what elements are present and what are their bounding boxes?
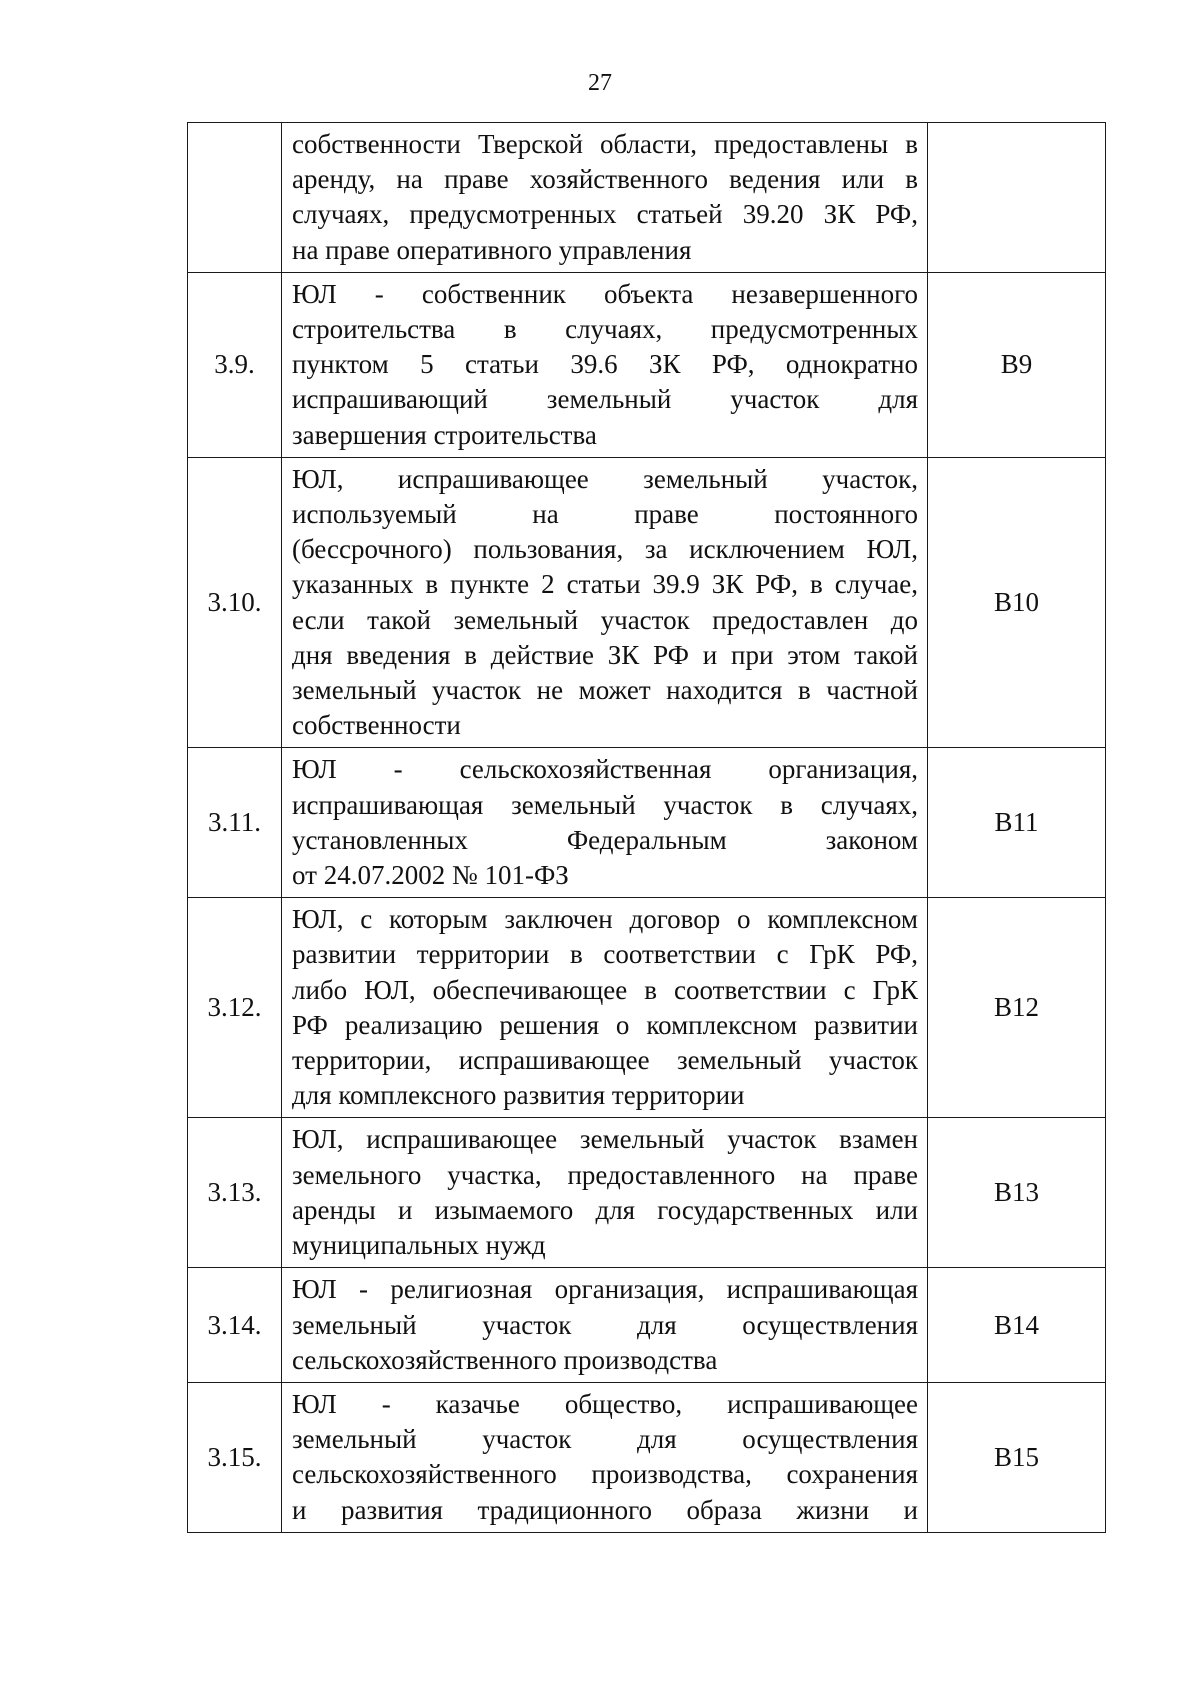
row-code-cell: В12 [928,898,1106,1118]
row-description-cell [282,1382,928,1532]
description-line: муниципальных нужд [292,1230,546,1261]
row-number-cell [188,123,282,273]
row-description-cell [282,1118,928,1268]
description-line: для комплексного развития территории [292,1080,745,1111]
description-line: территории, испрашивающее земельный участок [292,1045,918,1076]
description-line: РФ реализацию решения о комплексном развитии [292,1009,918,1040]
description-line: дня введения в действие ЗК РФ и при этом такой [292,639,918,670]
row-number-cell: 3.9. [188,272,282,457]
row-code-cell [928,123,1106,273]
description-line: используемый на праве постоянного [292,499,918,530]
description-line: ЮЛ, испрашивающее земельный участок, [292,463,918,494]
description-line: и развития традиционного образа жизни и [292,1494,918,1525]
description-line: земельный участок не может находится в частной [292,675,918,706]
description-line: строительства в случаях, предусмотренных [292,314,918,345]
table-row [188,1118,1106,1268]
row-number-cell: 3.12. [188,898,282,1118]
row-code-cell: В13 [928,1118,1106,1268]
table-row [188,1268,1106,1383]
row-code-cell: В15 [928,1382,1106,1532]
row-code-cell: В9 [928,272,1106,457]
row-number-cell: 3.15. [188,1382,282,1532]
table-row [188,1382,1106,1532]
row-description-cell [282,898,928,1118]
description-line: аренды и изымаемого для государственных или [292,1194,918,1225]
row-description-cell [282,272,928,457]
description-line: испрашивающая земельный участок в случаях, [292,789,918,820]
row-code-cell: В11 [928,748,1106,898]
description-line: ЮЛ - казачье общество, испрашивающее [292,1388,918,1419]
description-line: аренду, на праве хозяйственного ведения или в [292,164,918,195]
description-line: случаях, предусмотренных статьей 39.20 ЗК РФ, [292,199,918,230]
description-line: земельный участок для осуществления [292,1309,918,1340]
table-row [188,898,1106,1118]
description-line: собственности Тверской области, предоставлены в [292,129,918,159]
description-line: сельскохозяйственного производства, сохранения [292,1459,918,1490]
table-row [188,457,1106,748]
description-line: пунктом 5 статьи 39.6 ЗК РФ, однократно [292,349,918,380]
table-row [188,748,1106,898]
description-line: ЮЛ - сельскохозяйственная организация, [292,754,918,785]
row-description-cell [282,748,928,898]
description-line: ЮЛ, с которым заключен договор о комплексном [292,904,918,935]
description-line: завершения строительства [292,419,597,450]
description-line: установленных Федеральным законом [292,824,918,855]
description-line: земельный участок для осуществления [292,1424,918,1455]
description-line: от 24.07.2002 № 101-ФЗ [292,860,569,891]
description-line: ЮЛ - религиозная организация, испрашивающая [292,1274,918,1305]
description-line: развитии территории в соответствии с ГрК РФ, [292,939,918,970]
row-code-cell: В10 [928,457,1106,748]
description-line: либо ЮЛ, обеспечивающее в соответствии с ГрК [292,974,918,1005]
row-number-cell: 3.10. [188,457,282,748]
row-number-cell: 3.13. [188,1118,282,1268]
row-number-cell: 3.14. [188,1268,282,1383]
document-table [187,122,1106,1533]
table-row [188,272,1106,457]
description-line: на праве оперативного управления [292,234,692,265]
description-line: сельскохозяйственного производства [292,1344,718,1375]
description-line: испрашивающий земельный участок для [292,384,918,415]
row-code-cell: В14 [928,1268,1106,1383]
page-number: 27 [588,70,612,96]
row-description-cell [282,457,928,748]
table-body [188,123,1106,1533]
row-number-cell: 3.11. [188,748,282,898]
row-description-cell [282,123,928,273]
description-line: указанных в пункте 2 статьи 39.9 ЗК РФ, в случае, [292,569,918,600]
description-line: земельного участка, предоставленного на праве [292,1159,918,1190]
description-line: (бессрочного) пользования, за исключением ЮЛ, [292,534,918,565]
description-line: ЮЛ - собственник объекта незавершенного [292,278,918,309]
row-description-cell [282,1268,928,1383]
description-line: ЮЛ, испрашивающее земельный участок взамен [292,1124,918,1155]
table-row [188,123,1106,273]
description-line: собственности [292,710,461,741]
description-line: если такой земельный участок предоставлен до [292,604,918,635]
